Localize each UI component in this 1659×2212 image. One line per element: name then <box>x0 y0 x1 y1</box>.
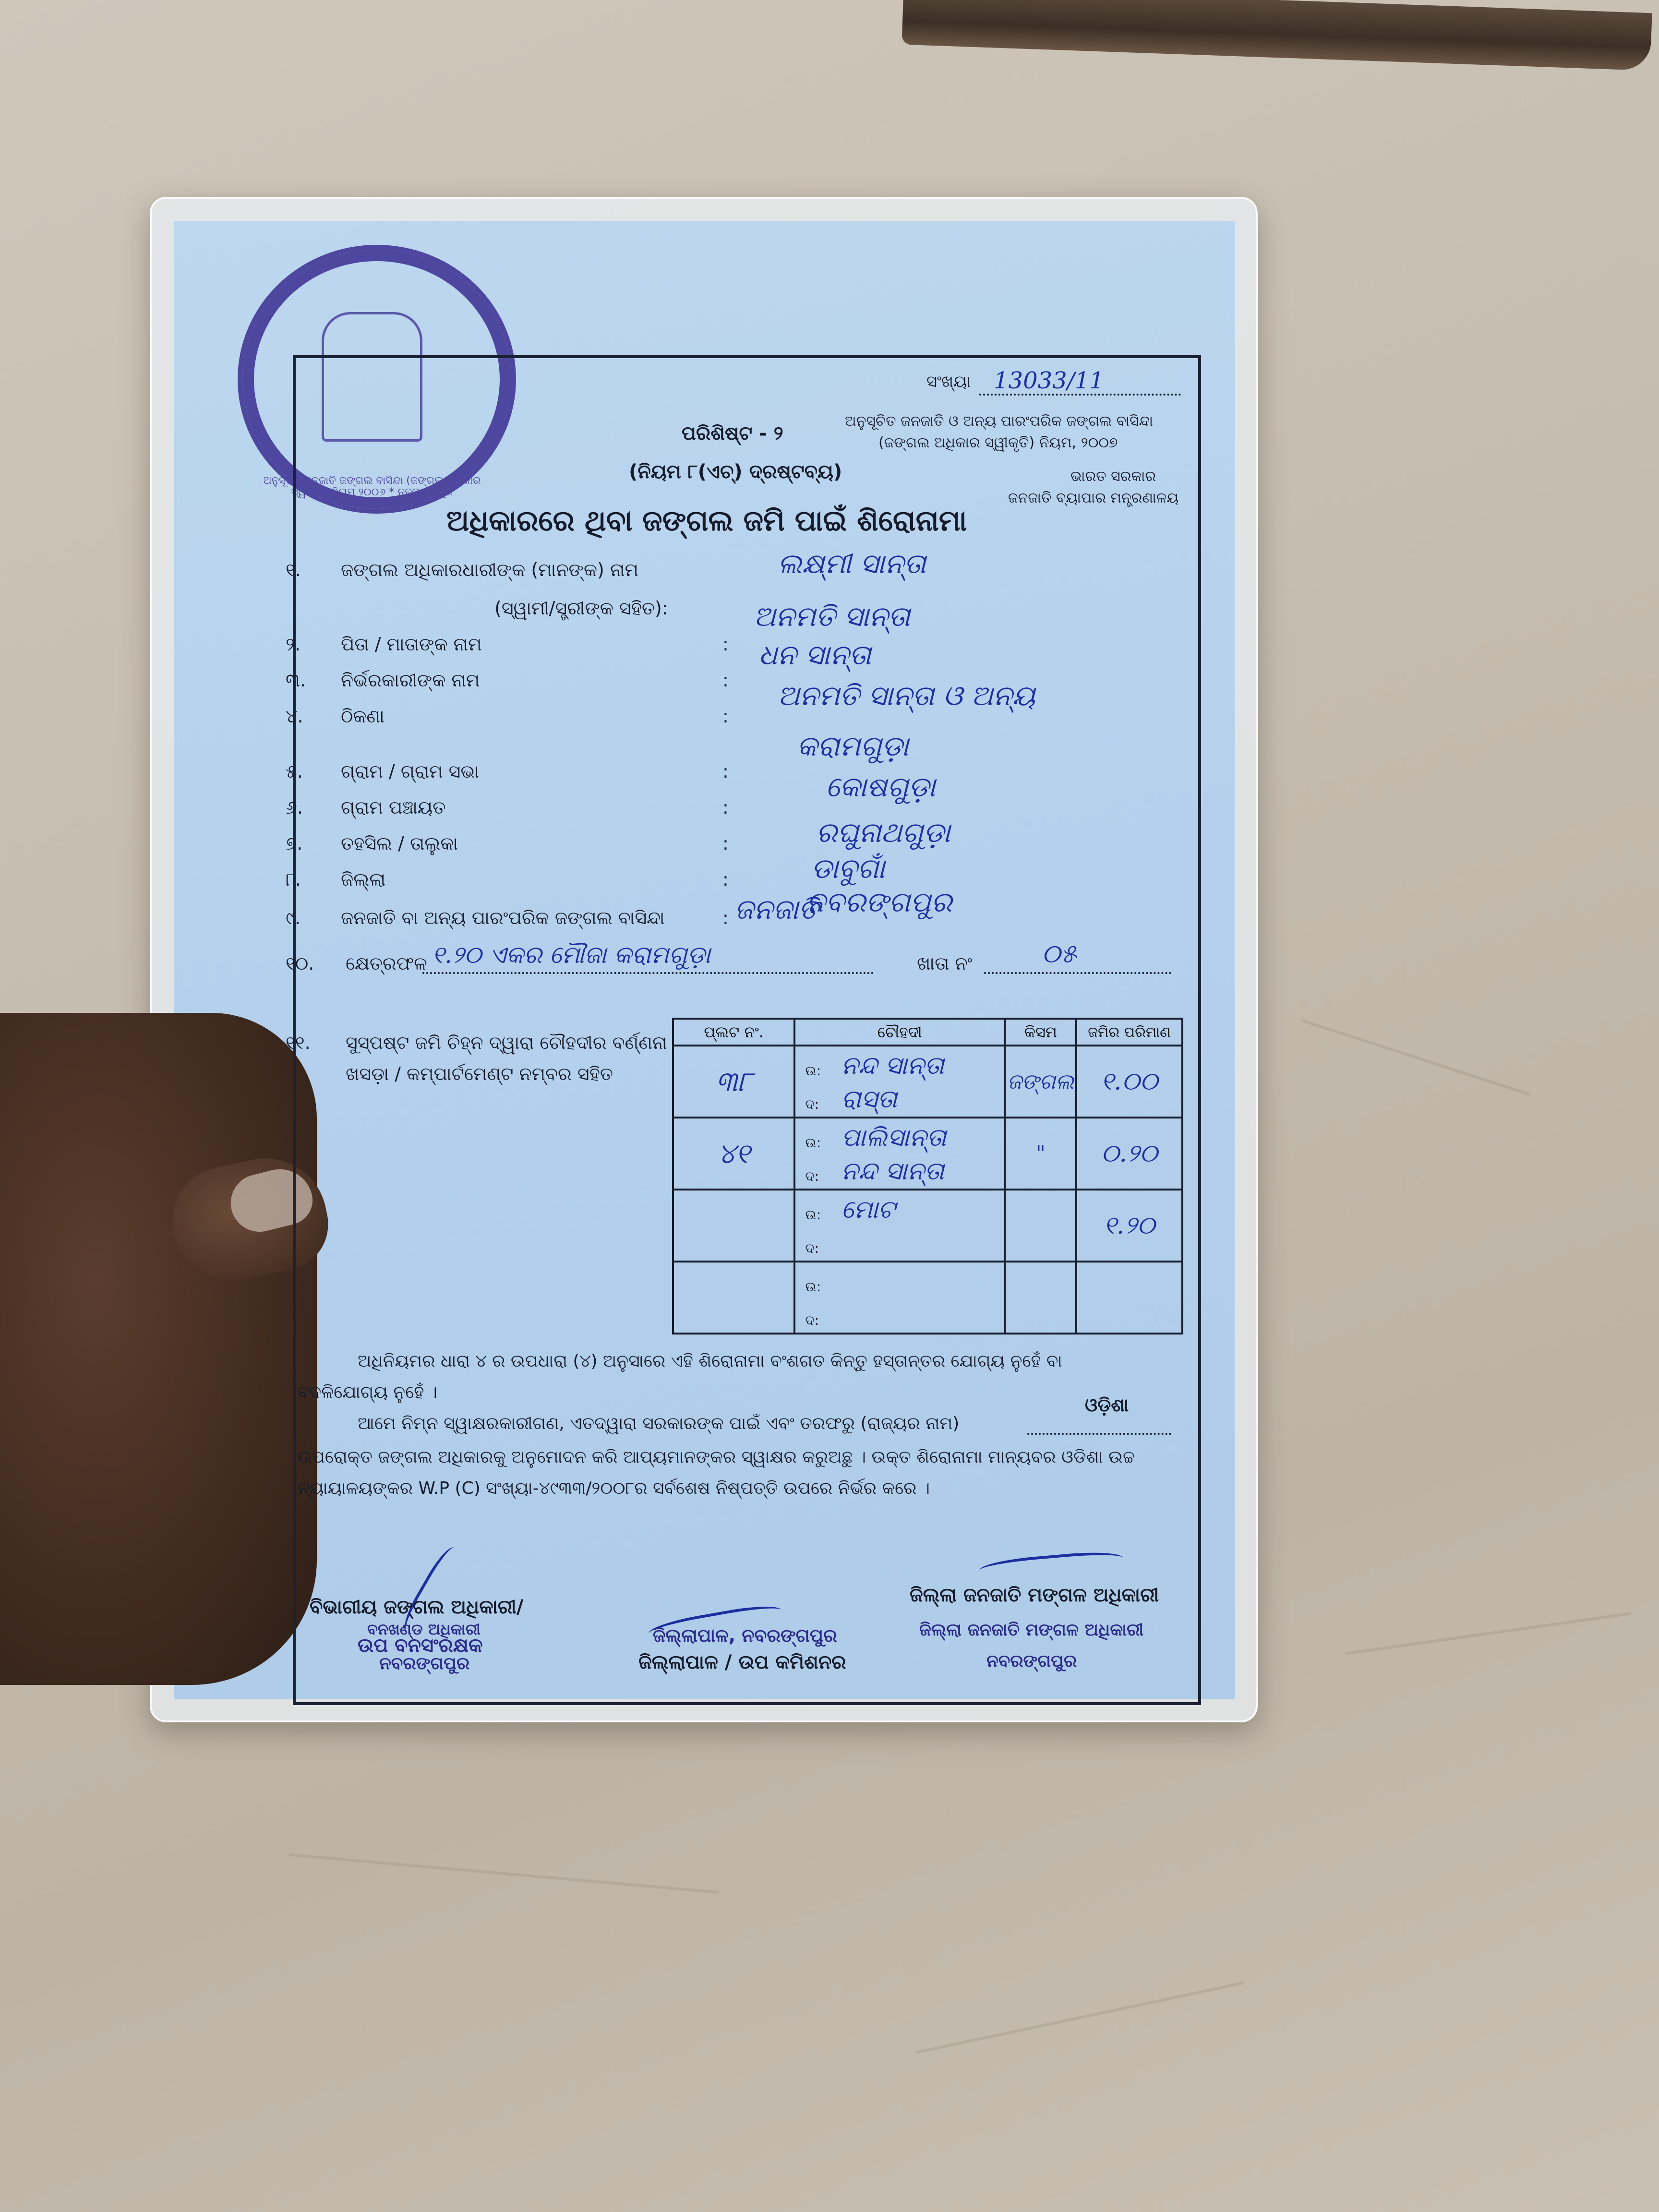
khata-label: ଖାତା ନଂ <box>917 953 973 974</box>
boundary-num: ୧୧. <box>286 1032 311 1053</box>
plot-cell <box>673 1046 794 1118</box>
direction-value: ରାସ୍ତା <box>841 1085 897 1114</box>
right-signatory-title: ଜିଲ୍ଲା ଜନଜାତି ମଙ୍ଗଳ ଅଧିକାରୀ <box>910 1584 1159 1606</box>
field-number: ୮. <box>286 869 301 890</box>
boundary-cell <box>794 1118 1005 1190</box>
act-line-4: ଜନଜାତି ବ୍ୟାପାର ମନ୍ତ୍ରଣାଳୟ <box>1008 490 1179 506</box>
annex-label: ପରିଶିଷ୍ଟ - ୨ <box>682 422 783 445</box>
area-label: କ୍ଷେତ୍ରଫଳ <box>346 953 427 974</box>
field-label: ଗ୍ରାମ ପଞ୍ଚାୟତ <box>341 797 446 818</box>
kisam-cell <box>1005 1118 1076 1190</box>
table-row <box>673 1046 1182 1118</box>
field-colon: : <box>722 833 729 854</box>
right-stamp-1: ଜିଲ୍ଲା ଜନଜାତି ମଙ୍ଗଳ ଅଧିକାରୀ <box>919 1620 1144 1640</box>
direction-label: ଉ: <box>805 1063 821 1079</box>
field-label: ତହସିଲ / ତାଲୁକା <box>341 833 458 854</box>
table-row <box>673 1118 1182 1190</box>
area-cell <box>1076 1262 1182 1334</box>
footer-para-3: ଉପରୋକ୍ତ ଜଙ୍ଗଲ ଅଧିକାରକୁ ଅନୁମୋଦନ କରି ଆପ୍ୟମାନଙ୍କର ସ୍ୱାକ୍ଷର କରୁଅଛୁ । ଉକ୍ତ ଶିରୋନାମା ମାନ୍ୟବର ଓଡିଶା ଉଚ୍ଚ <box>298 1447 1135 1467</box>
direction-label: ଦ: <box>805 1312 819 1328</box>
area-dots <box>422 972 874 974</box>
field-colon: : <box>722 761 729 782</box>
field-label: ଠିକଣା <box>341 706 385 727</box>
footer-para-4: ନ୍ୟାୟାଳୟଙ୍କର W.P (C) ସଂଖ୍ୟା-୪୯୩୩/୨୦୦୮ର ସର୍ବଶେଷ ନିଷ୍ପତ୍ତି ଉପରେ ନିର୍ଭର କରେ । <box>298 1479 930 1498</box>
direction-value: ନନ୍ଦ ସାନ୍ତା <box>841 1157 944 1186</box>
act-line-3: ଭାରତ ସରକାର <box>1070 468 1156 485</box>
field-colon: : <box>722 907 729 928</box>
serial-label: ସଂଖ୍ୟା <box>926 372 971 391</box>
serial-value: 13033/11 <box>994 367 1104 394</box>
field-colon: : <box>722 869 729 890</box>
footer-para-2: ଆମେ ନିମ୍ନ ସ୍ୱାକ୍ଷରକାରୀଗଣ, ଏତଦ୍ୱାରା ସରକାରଙ୍କ ପାଇଁ ଏବଂ ତରଫରୁ (ରାଜ୍ୟର ନାମ) <box>358 1414 960 1433</box>
ground-crack <box>289 1853 719 1894</box>
kisam-cell <box>1005 1190 1076 1262</box>
state-dots <box>1027 1433 1171 1435</box>
field-value: ନବରଙ୍ଗପୁର <box>806 886 952 918</box>
direction-label: ଉ: <box>805 1135 821 1151</box>
field-value: ରଘୁନାଥଗୁଡ଼ା <box>816 816 950 849</box>
area-cell <box>1076 1046 1182 1118</box>
field-value: ଜନଜାତି <box>734 893 818 926</box>
act-line-1: ଅନୁସୂଚିତ ଜନଜାତି ଓ ଅନ୍ୟ ପାରଂପରିକ ଜଙ୍ଗଲ ବାସିନ୍ଦା <box>845 413 1154 430</box>
field-label: ଗ୍ରାମ / ଗ୍ରାମ ସଭା <box>341 761 480 782</box>
middle-stamp: ଜିଲ୍ଲାପାଳ, ନବରଙ୍ଗପୁର <box>653 1625 838 1646</box>
kisam-value: ଜଙ୍ଗଲ <box>1007 1069 1074 1094</box>
kisam-cell <box>1005 1262 1076 1334</box>
plot-cell <box>673 1190 794 1262</box>
field-colon: : <box>722 634 729 655</box>
field-value: କରାମଗୁଡ଼ା <box>797 730 909 762</box>
header-area: ଜମିର ପରିମାଣ <box>1076 1019 1182 1046</box>
direction-label: ଦ: <box>805 1096 819 1112</box>
header-plot: ପ୍ଲଟ ନଂ. <box>673 1019 794 1046</box>
field-value: ଅନମତି ସାନ୍ତା ଓ ଅନ୍ୟ <box>778 679 1035 712</box>
certificate-title: ଅଧିକାରରେ ଥିବା ଜଙ୍ଗଲ ଜମି ପାଇଁ ଶିରୋନାମା <box>446 504 967 538</box>
field-value: ଅନମତି ସାନ୍ତା <box>754 600 911 633</box>
area-amount: ୧.୦୦ <box>1101 1067 1158 1096</box>
direction-label: ଦ: <box>805 1168 819 1184</box>
field-number: ୭. <box>286 833 303 854</box>
ground-crack <box>1301 1019 1530 1096</box>
direction-value: ପାଲିସାନ୍ତା <box>841 1123 947 1152</box>
area-cell <box>1076 1118 1182 1190</box>
field-label: ଜଙ୍ଗଲ ଅଧିକାରଧାରୀଙ୍କ (ମାନଙ୍କ) ନାମ <box>341 559 638 580</box>
field-number: ୩. <box>286 670 306 691</box>
holding-hand <box>0 1013 317 1685</box>
kisam-cell <box>1005 1046 1076 1118</box>
field-number: ୯. <box>286 907 301 928</box>
footer-para-1: ଅଧିନିୟମର ଧାରା ୪ ର ଉପଧାରା (୪) ଅନୁସାରେ ଏହି ଶିରୋନାମା ବଂଶଗତ କିନ୍ତୁ ହସ୍ତାନ୍ତର ଯୋଗ୍ୟ ନୁହେଁ ବା <box>358 1351 1062 1371</box>
field-label: ପିତା / ମାତାଙ୍କ ନାମ <box>341 634 482 655</box>
field-number: ୫. <box>286 761 303 782</box>
direction-value: ନନ୍ଦ ସାନ୍ତା <box>841 1051 944 1080</box>
boundary-cell <box>794 1046 1005 1118</box>
field-label: ଜିଲ୍ଲା <box>341 869 386 890</box>
rule-ref: (ନିୟମ ୮(ଏଚ୍) ଦ୍ରଷ୍ଟବ୍ୟ) <box>629 461 842 483</box>
boundary-label-1: ସୁସ୍ପଷ୍ଟ ଜମି ଚିହ୍ନ ଦ୍ୱାରା ଚୌହଦୀର ବର୍ଣ୍ଣନା <box>346 1032 667 1053</box>
field-value: ଧନ ସାନ୍ତା <box>758 638 871 671</box>
plot-cell <box>673 1118 794 1190</box>
field-value: ଲକ୍ଷ୍ମୀ ସାନ୍ତା <box>778 547 926 580</box>
kisam-value: " <box>1035 1141 1046 1166</box>
middle-signatory-title: ଜିଲ୍ଲାପାଳ / ଉପ କମିଶନର <box>638 1651 846 1673</box>
field-number: ୪. <box>286 706 303 727</box>
field-number: ୬. <box>286 797 303 818</box>
field-label: ନିର୍ଭରକାରୀଙ୍କ ନାମ <box>341 670 480 691</box>
field-value: କୋଷଗୁଡ଼ା <box>826 770 936 803</box>
ground-crack <box>915 1981 1245 2054</box>
boundary-label-2: ଖସଡ଼ା / କମ୍ପାର୍ଟମେଣ୍ଟ ନମ୍ବର ସହିତ <box>346 1063 613 1084</box>
wooden-log <box>902 0 1652 71</box>
field-label: (ସ୍ୱାମୀ/ସ୍ତ୍ରୀଙ୍କ ସହିତ): <box>494 598 668 619</box>
serial-dots <box>979 394 1181 396</box>
plot-cell <box>673 1262 794 1334</box>
area-num: ୧୦. <box>286 953 314 974</box>
field-colon: : <box>722 670 729 691</box>
ground-crack <box>1346 1612 1631 1655</box>
khata-dots <box>984 972 1171 974</box>
field-colon: : <box>722 797 729 818</box>
footer-para-1b: ବଦଳିଯୋଗ୍ୟ ନୁହେଁ । <box>298 1382 437 1402</box>
area-amount: ୦.୨୦ <box>1101 1139 1158 1168</box>
boundary-cell <box>794 1190 1005 1262</box>
right-stamp-2: ନବରଙ୍ଗପୁର <box>986 1651 1077 1671</box>
act-line-2: (ଜଙ୍ଗଲ ଅଧିକାର ସ୍ୱୀକୃତି) ନିୟମ, ୨୦୦୭ <box>878 434 1118 451</box>
left-stamp-1: ବନଖଣ୍ଡ ଅଧିକାରୀ <box>367 1620 481 1638</box>
table-row <box>673 1190 1182 1262</box>
left-stamp-2: ଉପ ବନସଂରକ୍ଷକ <box>358 1635 483 1657</box>
direction-value: ମୋଟ <box>841 1195 896 1224</box>
direction-label: ଉ: <box>805 1207 821 1223</box>
seal-ring-text: ଅନୁସୂଚିତ ଜନଜାତି ଜଙ୍ଗଲ ବାସିନ୍ଦା (ଜଙ୍ଗଲ ଅଧିକାର ସ୍ୱୀକୃତି) ନିୟମ ୨୦୦୬ * ନବରଙ୍ଗପୁର <box>263 475 481 498</box>
direction-label: ଦ: <box>805 1240 819 1256</box>
boundary-table <box>672 1018 1183 1334</box>
plot-value: ୪୧ <box>717 1137 750 1170</box>
direction-label: ଉ: <box>805 1279 821 1295</box>
khata-value: ୦୫ <box>1042 938 1077 969</box>
field-label: ଜନଜାତି ବା ଅନ୍ୟ ପାରଂପରିକ ଜଙ୍ଗଲ ବାସିନ୍ଦା <box>341 907 665 928</box>
field-value: ଡାବୁଗାଁ <box>811 852 885 885</box>
field-number: ୧. <box>286 559 301 580</box>
left-signatory-title: ବିଭାଗୀୟ ଜଙ୍ଗଲ ଅଧିକାରୀ/ <box>310 1596 524 1618</box>
plot-value: ୩୮ <box>715 1065 752 1098</box>
field-colon: : <box>722 706 729 727</box>
state-value: ଓଡ଼ିଶା <box>1085 1395 1129 1416</box>
table-row <box>673 1262 1182 1334</box>
header-boundary: ଚୌହଦୀ <box>794 1019 1005 1046</box>
area-amount: ୧.୨୦ <box>1103 1211 1155 1240</box>
header-kisam: କିସମ <box>1005 1019 1076 1046</box>
area-value: ୧.୨୦ ଏକର ମୌଜା କରାମଗୁଡ଼ା <box>432 941 711 969</box>
left-stamp-3: ନବରଙ୍ଗପୁର <box>379 1654 470 1673</box>
field-number: ୨. <box>286 634 301 655</box>
boundary-cell <box>794 1262 1005 1334</box>
area-cell <box>1076 1190 1182 1262</box>
